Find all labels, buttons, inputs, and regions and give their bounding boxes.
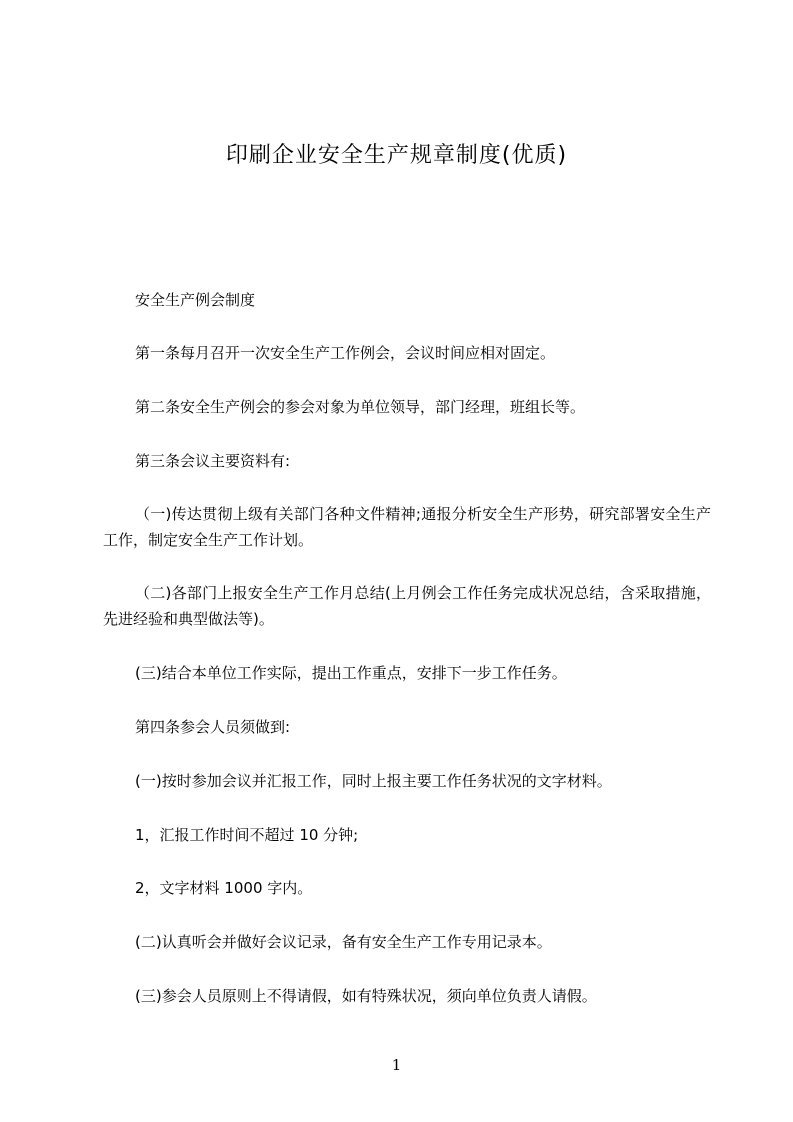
- article-4-item-1-sub-2: 2，文字材料 1000 字内。: [135, 879, 313, 897]
- article-1: 第一条每月召开一次安全生产工作例会，会议时间应相对固定。: [135, 344, 556, 362]
- document-title: 印刷企业安全生产规章制度(优质): [225, 143, 568, 168]
- article-3-item-3: (三)结合本单位工作实际，提出工作重点，安排下一步工作任务。: [135, 664, 567, 682]
- article-4-item-1-sub-1: 1，汇报工作时间不超过 10 分钟;: [135, 826, 359, 844]
- article-4: 第四条参会人员须做到:: [135, 718, 291, 736]
- article-4-item-3: (三)参会人员原则上不得请假，如有特殊状况，须向单位负责人请假。: [135, 987, 597, 1005]
- page-number: 1: [391, 1056, 402, 1074]
- article-4-item-1: (一)按时参加会议并汇报工作，同时上报主要工作任务状况的文字材料。: [135, 772, 612, 790]
- article-3-item-1: （一)传达贯彻上级有关部门各种文件精神;通报分析安全生产形势，研究部署安全生产工作，制定安全生产工作计划。: [103, 505, 711, 549]
- section-heading: 安全生产例会制度: [135, 291, 256, 309]
- article-3-item-2: （二)各部门上报安全生产工作月总结(上月例会工作任务完成状况总结，含采取措施，先进经验和典型做法等)。: [103, 584, 711, 628]
- article-3: 第三条会议主要资料有:: [135, 452, 291, 470]
- article-4-item-2: (二)认真听会并做好会议记录，备有安全生产工作专用记录本。: [135, 933, 552, 951]
- article-2: 第二条安全生产例会的参会对象为单位领导，部门经理，班组长等。: [135, 398, 586, 416]
